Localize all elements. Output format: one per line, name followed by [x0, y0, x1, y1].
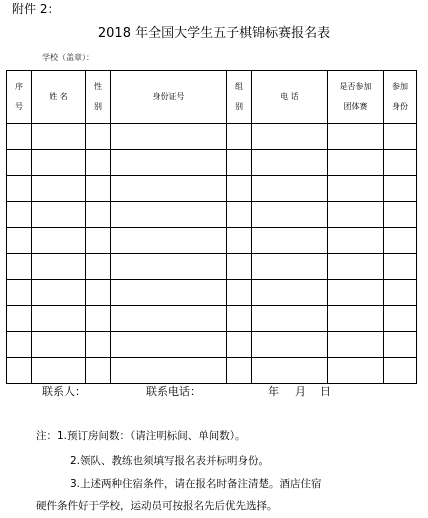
header-team-line1: 是否参加	[339, 82, 372, 91]
header-team-event	[328, 71, 384, 124]
table-cell[interactable]	[252, 358, 328, 384]
header-seq-line2: 号	[15, 102, 23, 111]
header-phone-line1: 电 话	[280, 92, 299, 101]
table-cell[interactable]	[384, 254, 417, 280]
table-cell[interactable]	[384, 150, 417, 176]
table-row	[7, 306, 417, 332]
table-cell[interactable]	[111, 176, 227, 202]
header-role-line1: 参加	[392, 82, 408, 91]
attachment-label: 附件 2：	[12, 2, 60, 16]
table-cell[interactable]	[227, 254, 252, 280]
table-cell[interactable]	[384, 358, 417, 384]
note-line-4: 硬件条件好于学校，运动员可按报名先后优先选择。	[36, 500, 278, 512]
table-cell[interactable]	[32, 280, 86, 306]
table-cell[interactable]	[86, 176, 111, 202]
table-row	[7, 332, 417, 358]
table-cell[interactable]	[384, 176, 417, 202]
table-cell[interactable]	[328, 332, 384, 358]
table-cell[interactable]	[328, 150, 384, 176]
header-gender-line1: 性	[94, 82, 102, 91]
table-cell[interactable]	[111, 332, 227, 358]
header-group	[227, 71, 252, 124]
table-cell[interactable]	[32, 332, 86, 358]
table-cell[interactable]	[328, 124, 384, 150]
table-cell[interactable]	[7, 150, 32, 176]
table-cell[interactable]	[7, 306, 32, 332]
table-cell[interactable]	[32, 150, 86, 176]
table-cell[interactable]	[111, 202, 227, 228]
table-cell[interactable]	[111, 124, 227, 150]
contact-phone-label: 联系电话：	[146, 385, 201, 398]
contact-person-label: 联系人：	[42, 385, 86, 398]
table-cell[interactable]	[227, 228, 252, 254]
table-cell[interactable]	[384, 202, 417, 228]
table-row	[7, 176, 417, 202]
table-cell[interactable]	[328, 228, 384, 254]
form-title: 2018 年全国大学生五子棋锦标赛报名表	[97, 26, 331, 41]
table-cell[interactable]	[111, 280, 227, 306]
table-cell[interactable]	[86, 124, 111, 150]
table-cell[interactable]	[86, 306, 111, 332]
date-year-label: 年	[268, 385, 279, 398]
table-row	[7, 228, 417, 254]
table-cell[interactable]	[32, 176, 86, 202]
table-cell[interactable]	[227, 150, 252, 176]
header-gender-line2: 别	[94, 102, 102, 111]
header-name	[32, 71, 86, 124]
table-cell[interactable]	[252, 202, 328, 228]
table-cell[interactable]	[328, 358, 384, 384]
table-cell[interactable]	[384, 306, 417, 332]
table-row	[7, 280, 417, 306]
note-line-1: 注：1.预订房间数：（请注明标间、单间数）。	[36, 430, 246, 442]
header-gender	[86, 71, 111, 124]
header-id-line1: 身份证号	[152, 92, 185, 101]
table-cell[interactable]	[86, 202, 111, 228]
table-cell[interactable]	[32, 254, 86, 280]
table-cell[interactable]	[32, 306, 86, 332]
note-line-3: 3.上述两种住宿条件，请在报名时备注清楚。酒店住宿	[70, 478, 322, 490]
header-group-line2: 别	[235, 102, 243, 111]
table-cell[interactable]	[328, 254, 384, 280]
table-cell[interactable]	[111, 150, 227, 176]
table-row	[7, 150, 417, 176]
table-cell[interactable]	[328, 202, 384, 228]
table-cell[interactable]	[227, 306, 252, 332]
header-id-number	[111, 71, 227, 124]
table-cell[interactable]	[227, 202, 252, 228]
header-group-line1: 组	[235, 82, 243, 91]
table-cell[interactable]	[32, 124, 86, 150]
table-cell[interactable]	[32, 202, 86, 228]
header-role	[384, 71, 417, 124]
header-phone	[252, 71, 328, 124]
table-cell[interactable]	[7, 228, 32, 254]
table-cell[interactable]	[111, 358, 227, 384]
table-cell[interactable]	[252, 280, 328, 306]
table-cell[interactable]	[252, 332, 328, 358]
table-cell[interactable]	[328, 280, 384, 306]
table-row	[7, 202, 417, 228]
table-cell[interactable]	[111, 228, 227, 254]
table-cell[interactable]	[252, 228, 328, 254]
header-team-line2: 团体赛	[343, 102, 368, 111]
note-line-2: 2.领队、教练也须填写报名表并标明身份。	[70, 455, 270, 467]
table-cell[interactable]	[7, 176, 32, 202]
table-cell[interactable]	[7, 332, 32, 358]
table-row	[7, 254, 417, 280]
table-cell[interactable]	[328, 306, 384, 332]
table-cell[interactable]	[86, 332, 111, 358]
table-cell[interactable]	[384, 280, 417, 306]
table-row	[7, 124, 417, 150]
table-cell[interactable]	[7, 358, 32, 384]
table-cell[interactable]	[252, 306, 328, 332]
header-role-line2: 身份	[392, 102, 408, 111]
table-cell[interactable]	[86, 254, 111, 280]
table-cell[interactable]	[7, 254, 32, 280]
table-cell[interactable]	[32, 358, 86, 384]
table-cell[interactable]	[86, 358, 111, 384]
table-row	[7, 358, 417, 384]
table-cell[interactable]	[328, 176, 384, 202]
table-cell[interactable]	[384, 228, 417, 254]
table-cell[interactable]	[86, 228, 111, 254]
table-cell[interactable]	[252, 150, 328, 176]
table-cell[interactable]	[86, 150, 111, 176]
table-cell[interactable]	[252, 176, 328, 202]
date-day-label: 日	[320, 385, 331, 398]
registration-table	[6, 70, 417, 384]
table-cell[interactable]	[7, 202, 32, 228]
table-cell[interactable]	[111, 254, 227, 280]
header-row	[7, 71, 417, 124]
table-cell[interactable]	[111, 306, 227, 332]
table-cell[interactable]	[384, 124, 417, 150]
table-cell[interactable]	[227, 176, 252, 202]
header-seq	[7, 71, 32, 124]
header-name-line1: 姓 名	[49, 92, 68, 101]
table-cell[interactable]	[252, 254, 328, 280]
table-cell[interactable]	[86, 280, 111, 306]
table-cell[interactable]	[227, 358, 252, 384]
table-cell[interactable]	[7, 124, 32, 150]
table-cell[interactable]	[384, 332, 417, 358]
header-seq-line1: 序	[15, 82, 23, 91]
table-cell[interactable]	[252, 124, 328, 150]
date-month-label: 月	[295, 385, 306, 398]
table-cell[interactable]	[32, 228, 86, 254]
school-seal-label: 学校（盖章）：	[42, 53, 94, 62]
table-cell[interactable]	[227, 280, 252, 306]
table-cell[interactable]	[227, 332, 252, 358]
table-cell[interactable]	[227, 124, 252, 150]
table-cell[interactable]	[7, 280, 32, 306]
